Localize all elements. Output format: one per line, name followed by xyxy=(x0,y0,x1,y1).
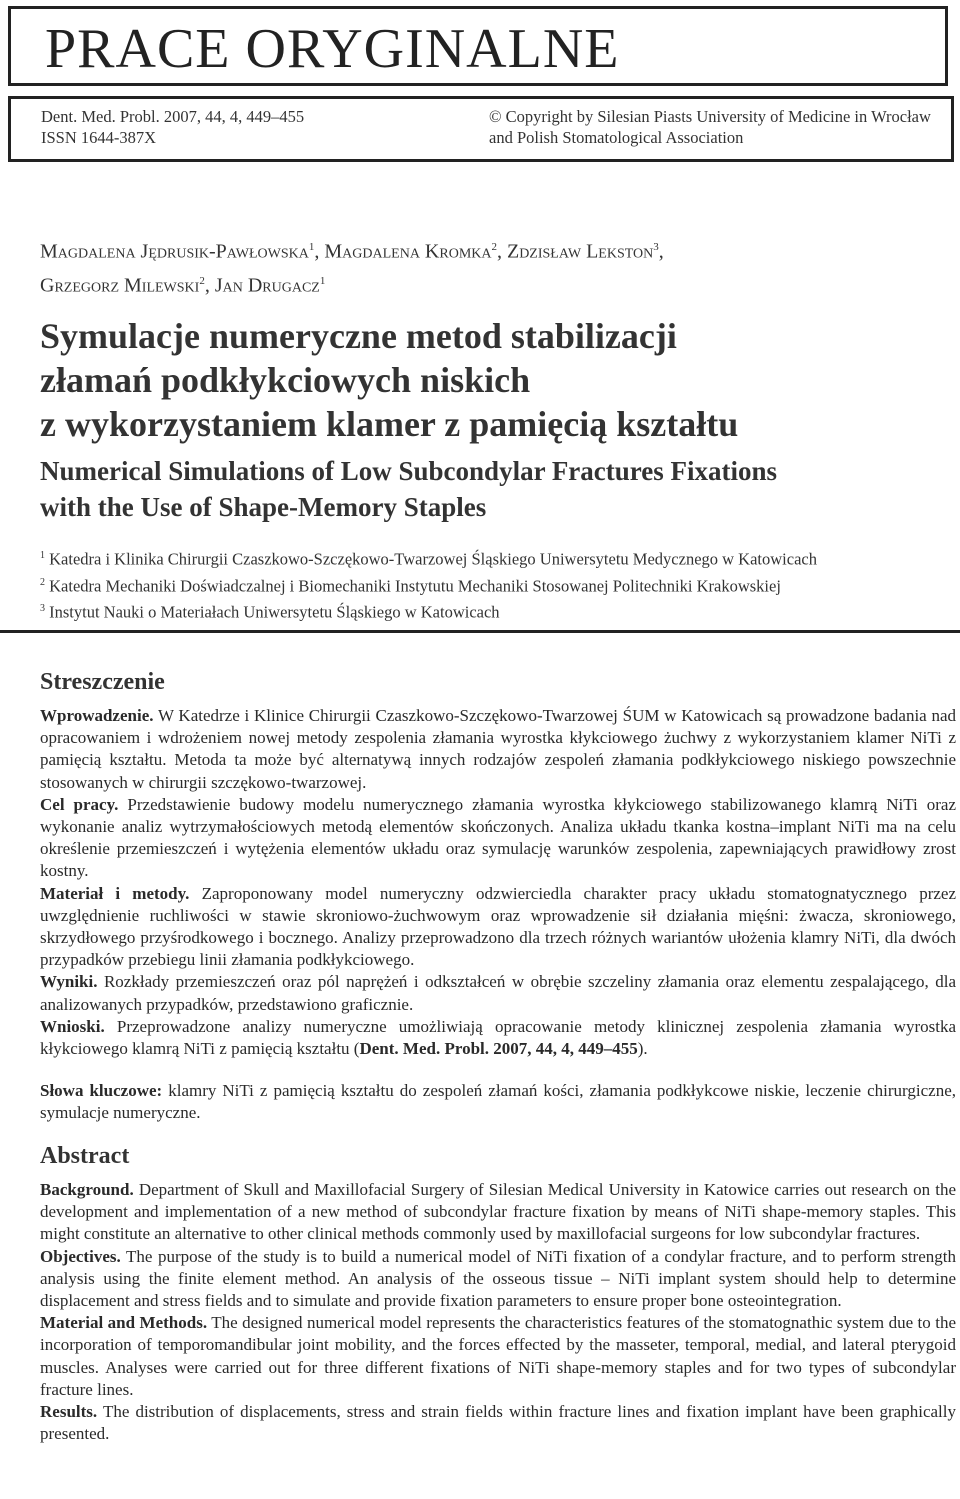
journal-info-box xyxy=(8,96,954,162)
author-name: Zdzisław Lekston xyxy=(506,240,654,263)
paragraph-tail: ). xyxy=(637,1039,648,1059)
abstract-paragraph xyxy=(40,1246,956,1313)
paragraph-text: The distribution of displacements, stress and strain fields within fracture lines and fixation implant have been graphically presented. xyxy=(40,1402,956,1444)
affiliation-number: 2 xyxy=(40,576,45,588)
affiliation-number: 1 xyxy=(40,550,45,561)
paragraph-text: The purpose of the study is to build a numerical model of NiTi fixation of a condylar fracture, and to perform strength analysis using the finite element method. An analysis of the osseous tissue – NiTi implant system should help to determine displacement and stress fields and to simulate and provide fixation parameters to ensure proper bone osteointegration. xyxy=(40,1246,956,1311)
streszczenie-heading: Streszczenie xyxy=(40,669,165,695)
abstract-heading: Abstract xyxy=(40,1143,130,1169)
abstract-paragraph xyxy=(40,705,956,794)
title-polish xyxy=(40,314,940,446)
affiliations xyxy=(40,544,950,624)
keywords-text: klamry NiTi z pamięcią kształtu do zespoleń złamań kości, złamania podkłykcowe niskie, leczenie chirurgiczne, symulacje numeryczne. xyxy=(40,1081,956,1123)
paragraph-label: Wnioski. xyxy=(40,1016,105,1036)
paragraph-text: Department of Skull and Maxillofacial Surgery of Silesian Medical University in Katowice carries out research on the development and implementation of a new method of subcondylar fracture fixation by means of NiTi shape-memory staples. This might constitute an alternative to other clinical methods commonly used by maxillofacial surgeons for low subcondylar fractures. xyxy=(40,1180,956,1244)
title-line: Symulacje numeryczne metod stabilizacji xyxy=(40,316,677,356)
paragraph-text: Zaproponowany model numeryczny odzwierciedla charakter pracy układu stomatognatycznego przez uwzględnienie ruchliwości w stawie skroniowo-żuchwowym oraz wprowadzenie sił działania mięśni: żwacza, skroniowego, skrzydłowego przyśrodkowego i bocznego. Analizy przeprowadzono dla trzech różnych wariantów ułożenia klamry NiTi, dla dwóch przypadków przebiegu linii złamania podkłykciowego. xyxy=(40,883,956,970)
paragraph-label: Background. xyxy=(40,1180,134,1199)
author-affiliation-mark: 1 xyxy=(308,241,315,253)
journal-line: Dent. Med. Probl. 2007, 44, 4, 449–455 xyxy=(41,107,305,126)
section-divider xyxy=(0,630,960,633)
affiliation xyxy=(40,544,950,571)
keywords-paragraph xyxy=(40,1080,956,1124)
affiliation-text: Instytut Nauki o Materiałach Uniwersytetu Śląskiego w Katowicach xyxy=(49,602,500,622)
abstract-paragraph xyxy=(40,794,956,883)
author-affiliation-mark: 3 xyxy=(653,241,659,253)
paragraph-label: Objectives. xyxy=(40,1246,121,1266)
paragraph-label: Material and Methods. xyxy=(40,1313,208,1333)
title-line: Numerical Simulations of Low Subcondylar Fractures Fixations xyxy=(40,456,778,486)
affiliation xyxy=(40,597,950,624)
author-affiliation-mark: 2 xyxy=(199,274,205,287)
title-english xyxy=(40,453,940,525)
abstract-paragraph xyxy=(40,883,956,972)
issn-line: ISSN 1644-387X xyxy=(41,128,157,147)
section-banner xyxy=(8,6,948,86)
paragraph-text: Przedstawienie budowy modelu numerycznego złamania wyrostka kłykciowego stabilizowanego klamrą NiTi oraz wykonanie analiz wytrzymałościowych metodą elementów skończonych. Analiza układu tkanka kostna–implant NiTi ma na celu określenie przemieszczeń i wytężenia elementów układu oraz symulację warunków zespolenia, zapewniających prawidłowy zrost kostny. xyxy=(40,794,957,881)
copyright-notice xyxy=(489,106,931,148)
abstract-body xyxy=(40,1179,956,1445)
paragraph-label: Results. xyxy=(40,1402,98,1422)
keywords-label: Słowa kluczowe: xyxy=(40,1081,163,1100)
streszczenie-body xyxy=(40,705,956,1060)
abstract-paragraph xyxy=(40,1016,956,1060)
copyright-line: © Copyright by Silesian Piasts University of Medicine in Wrocław xyxy=(489,107,931,126)
journal-citation xyxy=(41,106,304,148)
banner-title: PRACE ORYGINALNE xyxy=(45,18,620,80)
paragraph-text: Rozkłady przemieszczeń oraz pól naprężeń i odkształceń w obrębie szczeliny złamania oraz elementu zespalającego, dla analizowanych przypadków, przedstawiono graficznie. xyxy=(40,972,957,1014)
keywords xyxy=(40,1080,956,1124)
author-affiliation-mark: 1 xyxy=(319,274,326,287)
author-name: Magdalena Jędrusik-Pawłowska xyxy=(40,240,309,263)
paragraph-label: Wprowadzenie. xyxy=(40,706,154,725)
abstract-paragraph xyxy=(40,1179,956,1246)
author-affiliation-mark: 2 xyxy=(491,241,497,253)
author-name: Grzegorz Milewski xyxy=(40,274,200,297)
author-name: Jan Drugacz xyxy=(214,274,320,297)
paragraph-text: The designed numerical model represents the characteristics features of the stomatognathic system due to the incorporation of temporomandibular joint mobility, and the forces effected by the masseter, temporal, medial, and lateral pterygoid muscles. Analyses were carried out for three different fixations of NiTi shape-memory staples and for two types of subcondylar fracture lines. xyxy=(40,1313,956,1399)
affiliation-number: 3 xyxy=(40,603,45,614)
author-list: Magdalena Jędrusik-Pawłowska$^1$, Magdalena Kromka$^2$, Zdzisław Lekston$^3$, Grzegorz Milewski$^2$, Jan Drugacz$^1$ xyxy=(40,240,664,297)
author-name: Magdalena Kromka xyxy=(324,240,492,263)
affiliation-text: Katedra i Klinika Chirurgii Czaszkowo-Szczękowo-Twarzowej Śląskiego Uniwersytetu Medycznego w Katowicach xyxy=(49,549,817,569)
citation-reference: Dent. Med. Probl. 2007, 44, 4, 449–455 xyxy=(359,1039,638,1059)
title-line: with the Use of Shape-Memory Staples xyxy=(40,492,487,522)
title-line: z wykorzystaniem klamer z pamięcią kształtu xyxy=(40,404,739,444)
paragraph-text: Przeprowadzone analizy numeryczne umożliwiają opracowanie metody klinicznej zespolenia złamania wyrostka kłykciowego klamrą NiTi z pamięcią kształtu ( xyxy=(40,1016,956,1059)
title-line: złamań podkłykciowych niskich xyxy=(40,360,531,400)
paragraph-text: W Katedrze i Klinice Chirurgii Czaszkowo-Szczękowo-Twarzowej ŚUM w Katowicach są prowadzone badania nad opracowaniem i wdrożeniem nowej metody zespolenia złamania wyrostka kłykciowego żuchwy z wykorzystaniem klamer NiTi z pamięcią kształtu. Metoda ta może być alternatywą innych rodzajów zespoleń złamania podkłykciowego niskiego powszechnie stosowanych w chirurgii szczękowo-twarzowej. xyxy=(40,706,956,792)
abstract-paragraph xyxy=(40,1312,956,1401)
affiliation xyxy=(40,571,950,598)
paragraph-label: Materiał i metody. xyxy=(40,883,190,903)
abstract-paragraph xyxy=(40,1401,956,1445)
copyright-line: and Polish Stomatological Association xyxy=(489,128,744,147)
abstract-paragraph xyxy=(40,971,956,1015)
affiliation-text: Katedra Mechaniki Doświadczalnej i Biomechaniki Instytutu Mechaniki Stosowanej Politechniki Krakowskiej xyxy=(49,576,781,595)
paragraph-label: Cel pracy. xyxy=(40,794,119,814)
paragraph-label: Wyniki. xyxy=(40,972,98,992)
